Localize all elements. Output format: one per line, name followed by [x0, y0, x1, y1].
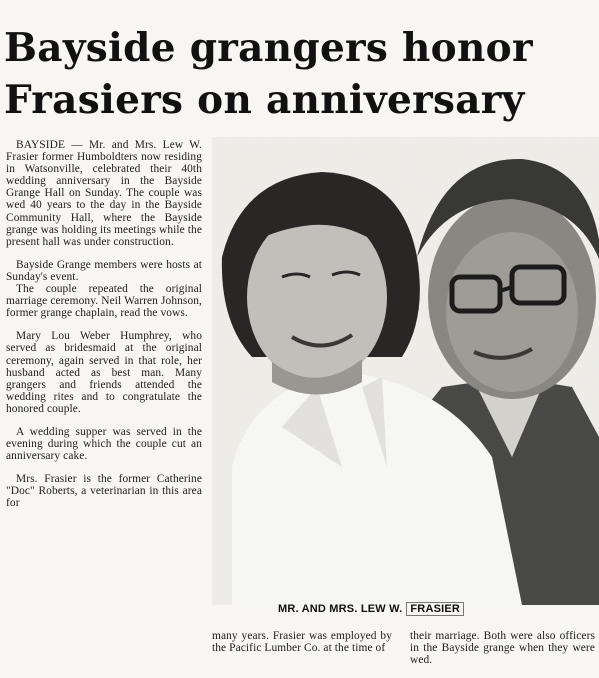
headline-line-1: Bayside grangers honor [4, 25, 533, 71]
paragraph-supper: A wedding supper was served in the evening during which the couple cut an anniversary cake. [6, 425, 202, 463]
article-column-3 [410, 630, 595, 666]
paragraph-dateline: BAYSIDE — Mr. and Mrs. Lew W. Frasier former Humboldters now residing in Watsonville, celebrated their 40th wedding anniversary in the Bayside Grange Hall on Sunday. The couple was wed 40 years to the day in the Bayside Community Hall, where the Bayside grange was holding its meetings while the present hall was under construction. [6, 139, 202, 248]
caption-name: FRASIER [406, 602, 464, 616]
paragraph-ceremony: The couple repeated the original marriage ceremony. Neil Warren Johnson, former grange chaplain, read the vows. [6, 283, 202, 320]
couple-photo [212, 137, 599, 605]
article-column-1 [6, 139, 202, 510]
paragraph-hosts: Bayside Grange members were hosts at Sunday's event. [6, 258, 202, 283]
headline [4, 22, 594, 126]
paragraph-col2: many years. Frasier was employed by the Pacific Lumber Co. at the time of [212, 630, 392, 655]
photo-caption [278, 603, 578, 615]
paragraph-bridesmaid: Mary Lou Weber Humphrey, who served as bridesmaid at the original ceremony, again served in that role, her husband acted as best man. Many grangers and friends attended the wedding rites and to congratulate the honored couple. [6, 330, 202, 415]
caption-prefix: MR. AND MRS. LEW W. [278, 603, 403, 615]
paragraph-mrs-frasier: Mrs. Frasier is the former Catherine "Doc" Roberts, a veterinarian in this area for [6, 473, 202, 510]
headline-line-2: Frasiers on anniversary [4, 77, 525, 123]
article-column-2 [212, 630, 392, 654]
paragraph-col3: their marriage. Both were also officers in the Bayside grange when they were wed. [410, 630, 595, 667]
